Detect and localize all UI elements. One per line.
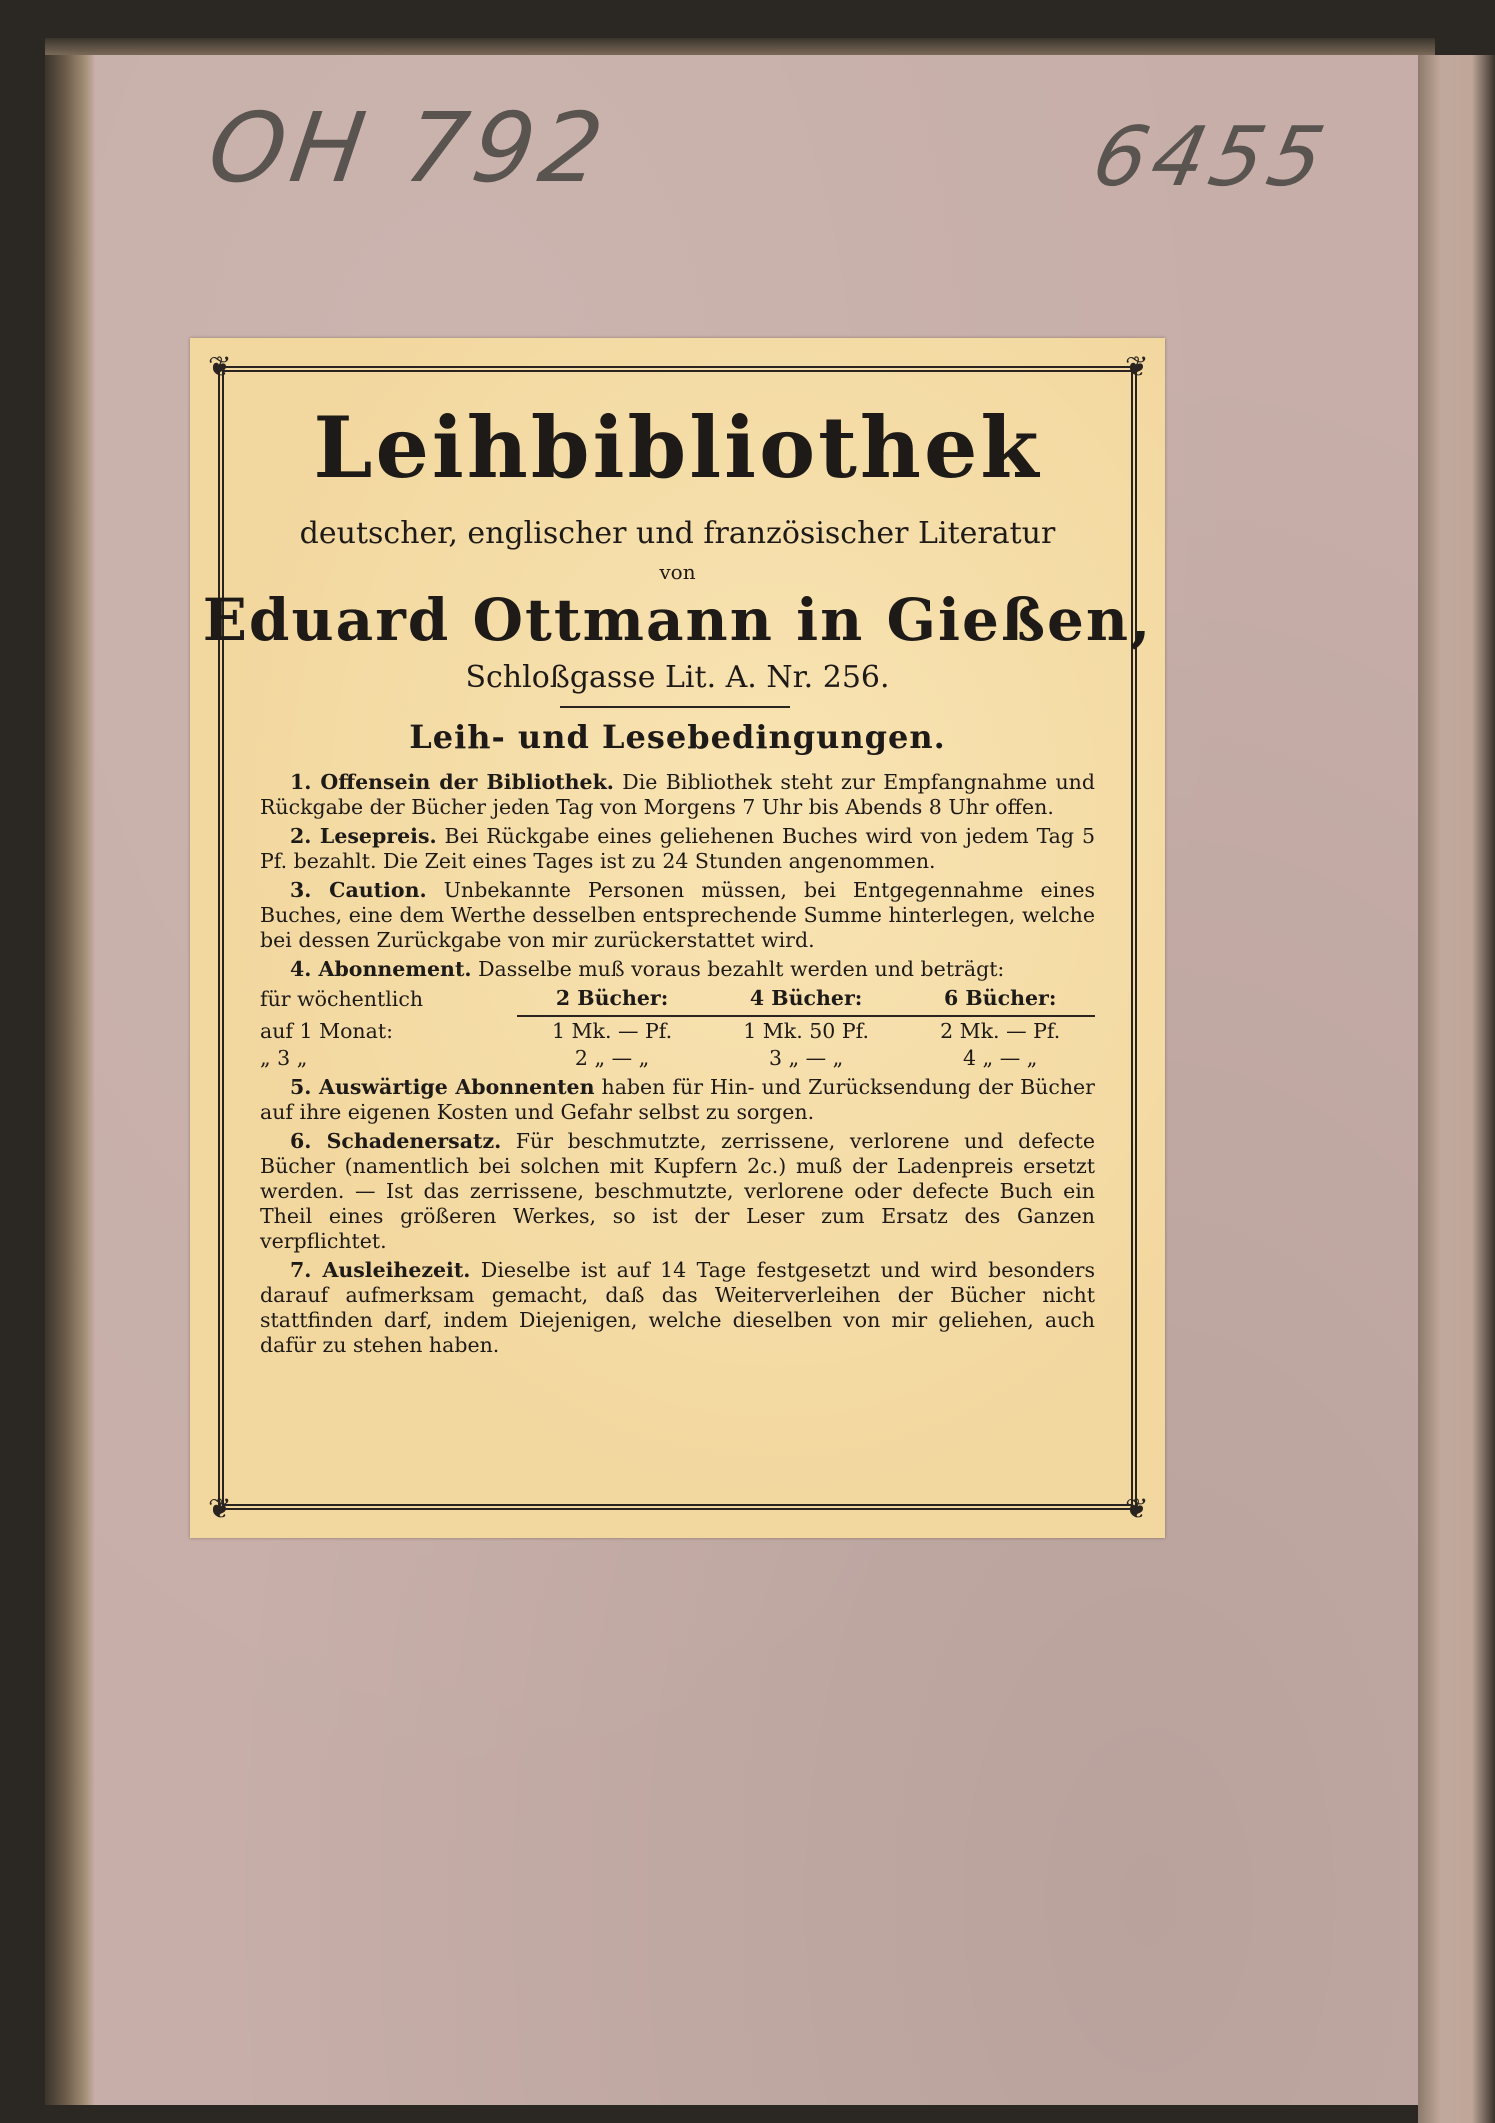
- condition-lead: 7. Ausleihezeit.: [290, 1258, 471, 1282]
- handwritten-accession-number: 6455: [1084, 110, 1338, 205]
- condition-paragraph: [260, 878, 1095, 953]
- condition-text: Die Bibliothek steht zur Empfangnahme und Rückgabe der Bücher jeden Tag von Morgens 7 Uhr bis Abends 8 Uhr offen.: [260, 770, 1095, 819]
- table-row: [260, 1044, 1095, 1071]
- table-cell: auf 1 Monat:: [260, 1018, 393, 1043]
- condition-text: haben für Hin- und Zurücksendung der Bücher auf ihre eigenen Kosten und Gefahr selbst zu sorgen.: [260, 1075, 1095, 1124]
- cover-right-edge: [1418, 55, 1495, 2123]
- condition-paragraph: [260, 957, 1095, 982]
- ornament-icon: ❦: [1125, 350, 1149, 383]
- table-header: für wöchentlich: [260, 986, 424, 1011]
- table-header-row: [260, 986, 1095, 1016]
- condition-lead: 5. Auswärtige Abonnenten: [290, 1075, 595, 1099]
- ornament-icon: ❦: [1125, 1492, 1149, 1525]
- table-cell: 4 „ — „: [963, 1046, 1038, 1070]
- condition-lead: 1. Offensein der Bibliothek.: [290, 770, 614, 794]
- label-owner: Eduard Ottmann in Gießen,: [202, 586, 1153, 654]
- table-header: 2 Bücher:: [517, 986, 707, 1016]
- table-header: 4 Bücher:: [707, 986, 905, 1016]
- condition-lead: 2. Lesepreis.: [290, 824, 437, 848]
- condition-paragraph: [260, 1129, 1095, 1254]
- condition-paragraph: [260, 770, 1095, 820]
- handwritten-shelfmark: OH 792: [202, 92, 616, 204]
- label-subtitle: deutscher, englischer und französischer Literatur: [299, 516, 1056, 551]
- subscription-table: [260, 986, 1095, 1071]
- condition-lead: 6. Schadenersatz.: [290, 1129, 502, 1153]
- condition-text: Dieselbe ist auf 14 Tage festgesetzt und wird besonders darauf aufmerksam gemacht, daß das Weiterverleihen der Bücher nicht stattfinden darf, indem Diejenigen, welche dieselben von mir geliehen, auch dafür zu stehen haben.: [260, 1258, 1095, 1357]
- condition-text: Für beschmutzte, zerrissene, verlorene und defecte Bücher (namentlich bei solchen mit Kupfern 2c.) muß der Ladenpreis ersetzt werden. — Ist das zerrissene, beschmutzte, verlorene oder defecte Buch ein Theil eines größeren Werkes, so ist der Leser zum Ersatz des Ganzen verpflichtet.: [260, 1129, 1095, 1253]
- label-von: von: [659, 560, 696, 584]
- condition-text: Unbekannte Personen müssen, bei Entgegennahme eines Buches, eine dem Werthe desselben entsprechende Summe hinterlegen, welche bei dessen Zurückgabe von mir zurückerstattet wird.: [260, 878, 1095, 952]
- table-cell: 2 Mk. — Pf.: [940, 1019, 1061, 1043]
- table-cell: 2 „ — „: [574, 1046, 650, 1070]
- label-title: Leihbibliothek: [313, 398, 1042, 497]
- condition-paragraph: [260, 1258, 1095, 1358]
- conditions-body: [260, 770, 1095, 1362]
- table-cell: 1 Mk. — Pf.: [551, 1019, 673, 1043]
- condition-lead: 3. Caution.: [290, 878, 427, 902]
- library-label: [190, 338, 1165, 1538]
- condition-text: Bei Rückgabe eines geliehenen Buches wird von jedem Tag 5 Pf. bezahlt. Die Zeit eines Tages ist zu 24 Stunden angenommen.: [260, 824, 1095, 873]
- condition-text: Dasselbe muß voraus bezahlt werden und beträgt:: [471, 957, 1005, 981]
- table-cell: 3 „ — „: [768, 1046, 844, 1070]
- label-address: Schloßgasse Lit. A. Nr. 256.: [465, 660, 890, 695]
- conditions-heading: Leih- und Lesebedingungen.: [409, 718, 946, 756]
- table-header: 6 Bücher:: [905, 986, 1095, 1016]
- condition-paragraph: [260, 1075, 1095, 1125]
- table-row: [260, 1016, 1095, 1044]
- table-cell: „ 3 „: [260, 1046, 308, 1070]
- condition-paragraph: [260, 824, 1095, 874]
- divider: [560, 706, 790, 708]
- condition-lead: 4. Abonnement.: [290, 957, 472, 981]
- spine-edge: [45, 55, 95, 2105]
- ornament-icon: ❦: [208, 1492, 232, 1525]
- table-cell: 1 Mk. 50 Pf.: [743, 1019, 869, 1043]
- ornament-icon: ❦: [208, 350, 232, 383]
